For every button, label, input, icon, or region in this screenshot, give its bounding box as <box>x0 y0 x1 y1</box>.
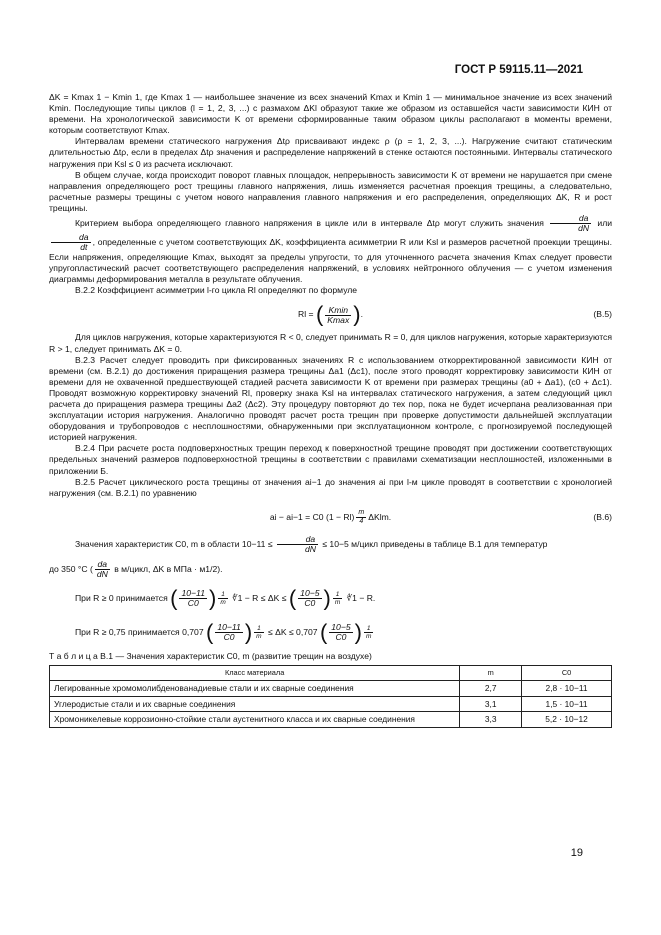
paragraph: В общем случае, когда происходит поворот главных площадок, непрерывность зависимости K от времени не нарушается при смене направления определяющего рост трещины главного напряжения, лишь изменяется расчетная проекция трещины, а следовательно, расчетные размеры трещины с учетом нового направления главного напряжения и его распределения, определяющих ΔK, R и рост трещины. <box>49 169 612 213</box>
denominator: m <box>256 633 262 641</box>
denominator: dN <box>96 568 108 579</box>
numerator: m <box>358 509 365 517</box>
table-cell: 5,2 · 10−12 <box>522 712 612 727</box>
denominator: C0 <box>187 598 199 609</box>
expr: ≤ ΔK ≤ 0,707 <box>267 626 318 637</box>
condition-label: При R ≥ 0 принимается <box>75 592 168 603</box>
eq-lhs: ai − ai−1 = C0 (1 − Rl) <box>269 511 355 522</box>
numerator: 10−5 <box>300 588 320 599</box>
page-body <box>49 92 612 728</box>
table-cell: 2,7 <box>460 681 522 696</box>
paragraph: В.2.5 Расчет циклического роста трещины от значения ai−1 до значения ai при l-м цикле проводят в соответствии с хронологией нагружения (см. В.2.1) по уравнению <box>49 476 612 498</box>
text: до 350 °С ( <box>49 563 93 574</box>
condition-r0: При R ≥ 0 принимается ( $\frac{10-11}{C0}$ ) $\frac{1}{m}$ ∜1 − R ≤ ΔK ≤ ( $\frac{10-5}{C0}$ ) $\frac{1}{m}$ ∜1 − R. <box>75 585 376 611</box>
exponent-fraction <box>254 625 263 640</box>
denominator: C0 <box>335 632 347 643</box>
table-cell: 2,8 · 10−11 <box>522 681 612 696</box>
table-header: Класс материала <box>50 665 460 680</box>
table-header-row <box>50 665 612 680</box>
paragraph <box>49 560 612 579</box>
text: ≤ 10−5 м/цикл приведены в таблице В.1 для температур <box>322 538 548 549</box>
table-cell: 3,3 <box>460 712 522 727</box>
equation-number: (В.5) <box>593 309 612 320</box>
materials-table <box>49 665 612 728</box>
eq-rhs: ΔKlm. <box>368 511 392 522</box>
exponent-fraction <box>218 591 227 606</box>
numerator: 10−5 <box>331 622 351 633</box>
denominator: C0 <box>223 632 235 643</box>
denominator: m <box>220 599 226 607</box>
table-row <box>50 712 612 727</box>
exponent-fraction <box>364 625 373 640</box>
fraction-e11-c0 <box>179 589 207 608</box>
equation-b6 <box>49 502 612 532</box>
denominator: dN <box>304 543 316 554</box>
text: Критерием выбора определяющего главного напряжения в цикле или в интервале Δtρ могут служить значения <box>75 217 544 228</box>
text: , определенные с учетом соответствующих ΔK, коэффициента асимметрии R или Ksl и размеров расчетной проекции трещины. Если напряжения, определяющие Kmax, выходят за пределы упругости, то для уточненного расчета значения Kmax следует провести упругопластический расчет соответствующего распределения напряжений, в условиях нейтронного облучения — с учетом изменения диаграммы деформирования металла в результате облучения. <box>49 236 612 285</box>
table-caption: Т а б л и ц а В.1 — Значения характеристик C0, m (развитие трещин на воздухе) <box>49 650 372 661</box>
page-number: 19 <box>570 847 583 859</box>
condition-r075: При R ≥ 0,75 принимается 0,707 ( $\frac{10-11}{C0}$ ) $\frac{1}{m}$ ≤ ΔK ≤ 0,707 ( $\frac{10-5}{C0}$ ) $\frac{1}{m}$ <box>75 619 372 645</box>
eq-tail: . <box>360 309 363 320</box>
denominator: m <box>334 599 341 607</box>
paragraph <box>49 214 612 285</box>
expr: ∜1 − R. <box>346 592 376 603</box>
fraction-kmin-kmax <box>325 306 351 325</box>
fraction-e11-c0 <box>215 623 243 642</box>
numerator: 10−11 <box>181 588 205 599</box>
equation-number: (В.6) <box>593 511 612 522</box>
fraction-da-dn <box>95 560 110 579</box>
fraction-da-dn <box>277 535 318 554</box>
table-cell: Хромоникелевые коррозионно-стойкие стали аустенитного класса и их сварные соединения <box>50 712 460 727</box>
paragraph: Интервалам времени статического нагружения Δtρ присваивают индекс ρ (ρ = 1, 2, 3, ...). Нагружение считают статическим длительностью Δtρ, если в пределах Δtρ значения и распределение напряжений в стенке остаются постоянными. Интервалы статического нагружения при Ksl ≤ 0 из расчета исключают. <box>49 136 612 169</box>
paragraph: В.2.2 Коэффициент асимметрии l-го цикла Rl определяют по формуле <box>75 285 358 296</box>
table-header: C0 <box>522 665 612 680</box>
numerator: da <box>277 535 318 545</box>
numerator: 1 <box>364 625 373 633</box>
table-header: m <box>460 665 522 680</box>
denominator: C0 <box>304 598 316 609</box>
numerator: da <box>51 233 91 243</box>
table-cell: Углеродистые стали и их сварные соединения <box>50 696 460 711</box>
paragraph: Для циклов нагружения, которые характеризуются R < 0, следует принимать R = 0, для циклов нагружения, которые характеризуются R > 1, следует принимать ΔK = 0. <box>49 332 612 354</box>
fraction-e5-c0 <box>298 589 321 608</box>
condition-label: При R ≥ 0,75 принимается <box>75 626 180 637</box>
paragraph: В.2.3 Расчет следует проводить при фиксированных значениях R с использованием откорректированной зависимости КИН от времени (см. В.2.1) до достижения приращения размера трещины Δa1 (Δc1), после этого проводят корректировку зависимости КИН от времени для не охваченной предшествующей стадией расчета зависимости K от времени при размерах трещины (a0 + Δa1), (c0 + Δc1). Проводят возможную корректировку значений Rl, проверку знака Ksl на интервалах статического нагружения, а затем следующий цикл расчета до приращения размера трещины Δa2 (Δc2). Эту процедуру повторяют до тех пор, пока не будет исчерпана реализованная при эксплуатации история нагружения. Аналогично проводят расчет роста трещин при проверке допустимости дальнейшей эксплуатации оборудования и трубопроводов с несплошностями, обнаруженными при эксплуатационном контроле, с прогнозируемой последующей историей нагружения. <box>49 354 612 443</box>
table-row <box>50 681 612 696</box>
denominator: m <box>365 633 372 641</box>
denominator: dN <box>578 223 590 234</box>
exponent-fraction <box>333 591 342 606</box>
eq-lhs: Rl = <box>298 309 314 320</box>
numerator: 1 <box>254 625 263 633</box>
text: в м/цикл, ΔK в МПа · м1/2). <box>114 563 223 574</box>
fraction-e5-c0 <box>329 623 352 642</box>
fraction-da-dn <box>550 214 591 233</box>
exponent-fraction <box>356 509 366 526</box>
paragraph: ΔK = Kmax 1 − Kmin 1, где Kmax 1 — наибольшее значение из всех значений Kmax и Kmin 1 — минимальное значение из всех значений Kmin. Последующие типы циклов (l = 1, 2, 3, ...) с размахом ΔKl образуют такие же образом из оставшейся части зависимости КИН от времени. На хронологической зависимости K от времени сформированные таким образом циклы располагают в моменты времени, которым соответствуют Kmax. <box>49 92 612 136</box>
table-cell: 3,1 <box>460 696 522 711</box>
table-cell: 1,5 · 10−11 <box>522 696 612 711</box>
expr: ∜1 − R ≤ ΔK ≤ <box>232 592 287 603</box>
table-cell: Легированные хромомолибденованадиевые стали и их сварные соединения <box>50 681 460 696</box>
denominator: 4 <box>359 518 364 526</box>
denominator: Kmax <box>327 314 350 325</box>
denominator: dt <box>80 242 88 253</box>
numerator: da <box>550 214 591 224</box>
fraction-da-dt <box>51 233 91 252</box>
standard-header: ГОСТ Р 59115.11—2021 <box>454 64 583 76</box>
numerator: 1 <box>218 591 227 599</box>
text: Значения характеристик C0, m в области 10−11 ≤ <box>75 538 273 549</box>
paragraph: В.2.4 При расчете роста подповерхностных трещин переход к поверхностной трещине проводят при достижении соответствующих предельных значений размеров подповерхностной трещины в соответствии с правилами схематизации несплошностей, изложенными в приложении Б. <box>49 443 612 476</box>
table-row <box>50 696 612 711</box>
numerator: Kmin <box>325 306 351 316</box>
equation-b5: Rl = ( Kmin Kmax ). (В.5) <box>49 299 612 329</box>
numerator: 10−11 <box>217 622 241 633</box>
numerator: da <box>95 560 110 570</box>
numerator: 1 <box>333 591 342 599</box>
expr: 0,707 <box>182 626 204 637</box>
text: или <box>597 217 613 228</box>
paragraph <box>49 535 612 554</box>
